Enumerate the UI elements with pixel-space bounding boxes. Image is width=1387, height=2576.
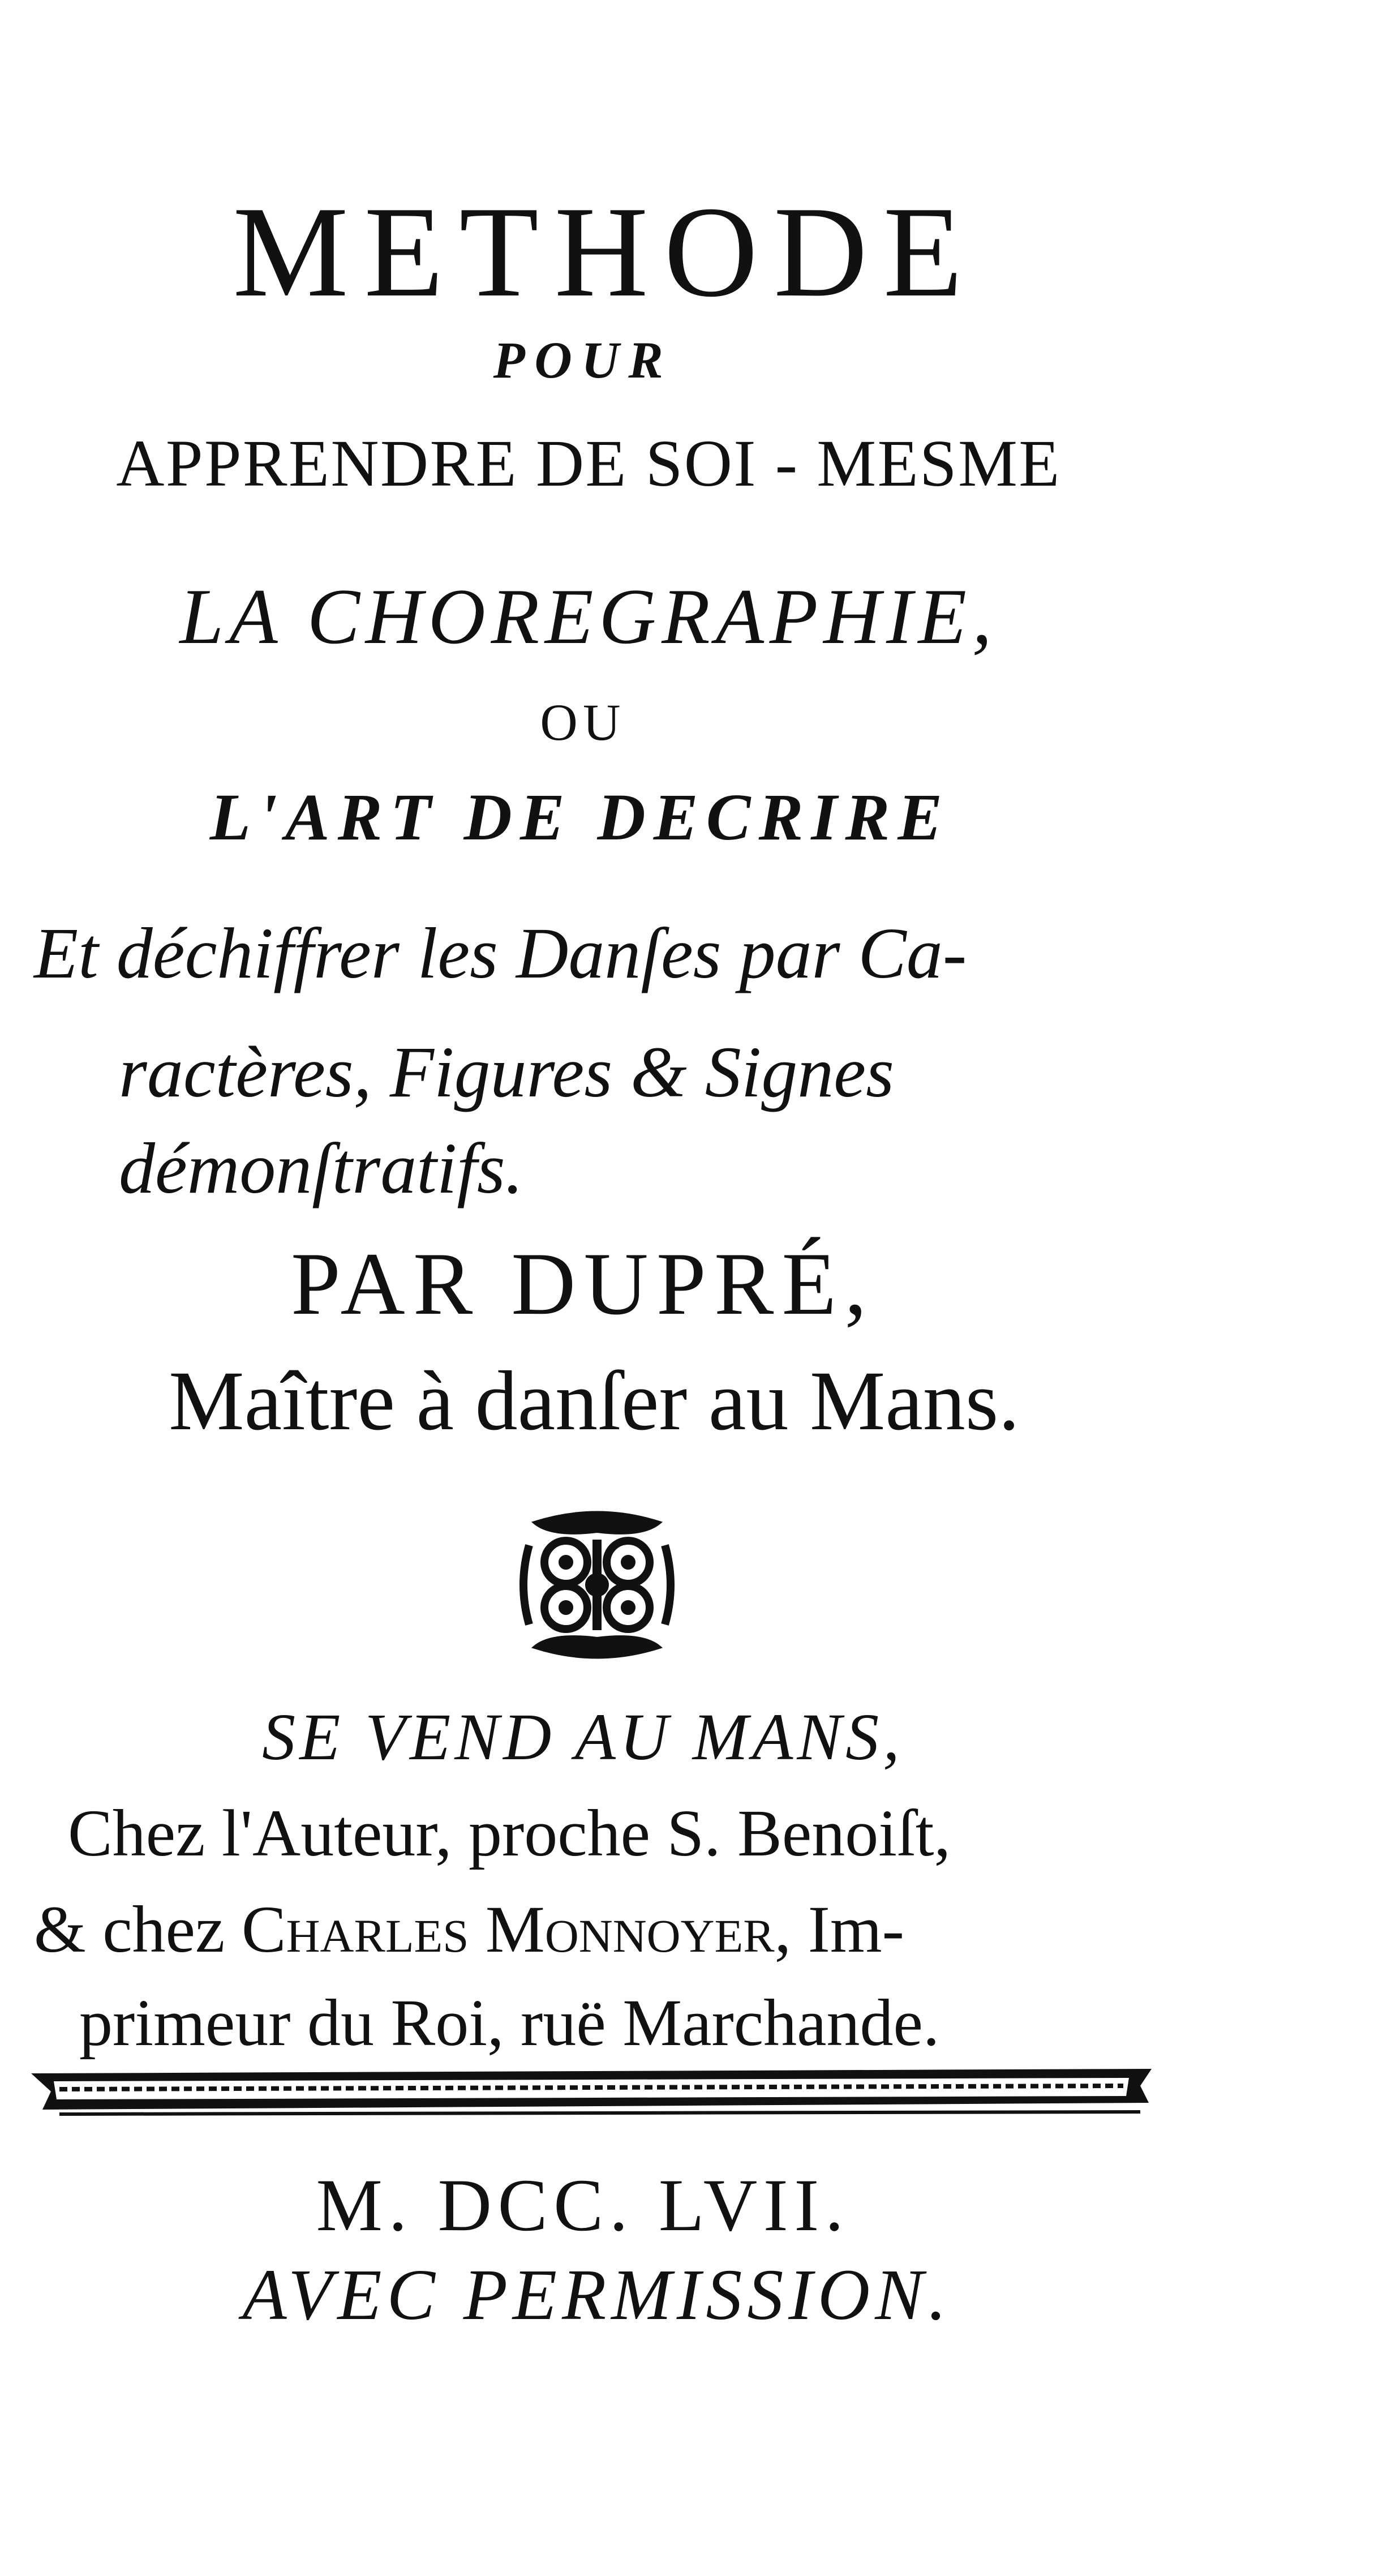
author-role: Maître à danſer au Mans. bbox=[169, 1354, 1020, 1448]
fleuron-ornament-icon bbox=[512, 1506, 682, 1664]
description-line-2: ractères, Figures & Signes bbox=[119, 1032, 894, 1112]
main-title: METHODE bbox=[233, 179, 978, 324]
description-line-3: démonſtratifs. bbox=[119, 1128, 523, 1208]
title-art: L'ART DE DECRIRE bbox=[209, 780, 951, 854]
title-pour: POUR bbox=[493, 331, 673, 389]
author-name: PAR DUPRÉ, bbox=[290, 1235, 875, 1334]
ornamental-rule bbox=[31, 2063, 1152, 2120]
imprint-line-2 bbox=[34, 1892, 904, 1966]
imprint-line-3: primeur du Roi, ruë Marchande. bbox=[79, 1986, 940, 2060]
publication-date: M. DCC. LVII. bbox=[316, 2163, 850, 2247]
title-choregraphie: LA CHOREGRAPHIE, bbox=[179, 573, 998, 661]
printer-name: Charles Monnoyer bbox=[241, 1892, 775, 1966]
description-line-1: Et déchiffrer les Danſes par Ca- bbox=[34, 913, 967, 993]
title-ou: OU bbox=[540, 693, 626, 751]
imprint-line-1: Chez l'Auteur, proche S. Benoiſt, bbox=[68, 1796, 951, 1870]
imprint-place: SE VEND AU MANS, bbox=[262, 1700, 904, 1774]
permission-statement: AVEC PERMISSION. bbox=[242, 2254, 952, 2335]
title-apprendre: APPRENDRE DE SOI - MESME bbox=[116, 426, 1061, 500]
imprint-line-2-prefix: & chez bbox=[34, 1892, 242, 1966]
imprint-line-2-suffix: , Im- bbox=[774, 1892, 904, 1966]
